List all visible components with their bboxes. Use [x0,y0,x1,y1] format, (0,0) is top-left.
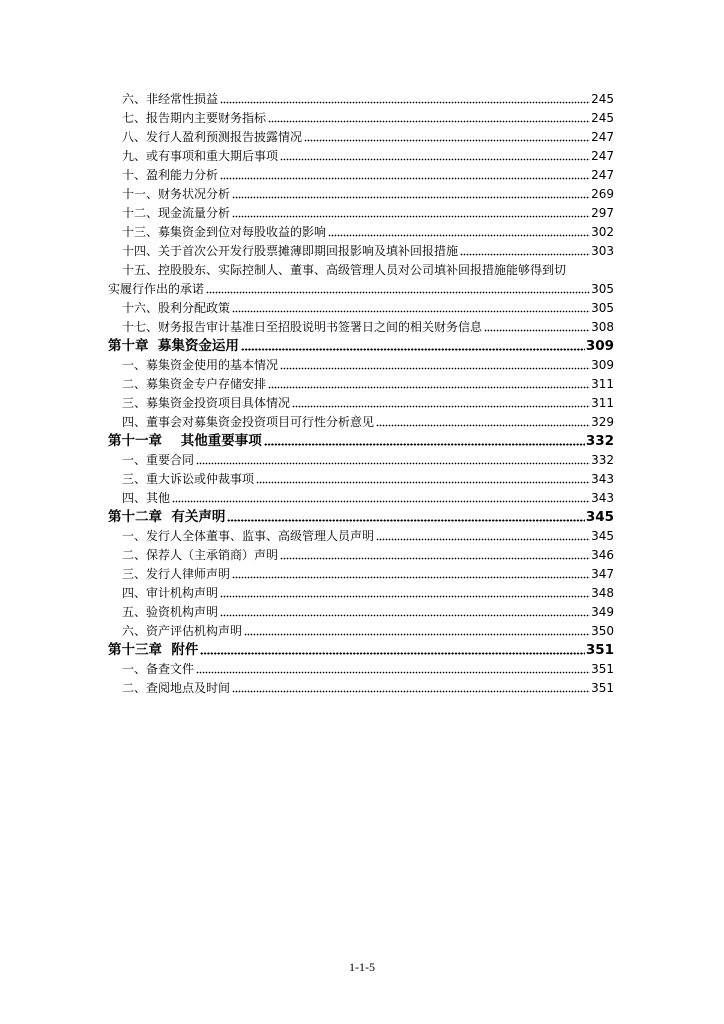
toc-entry[interactable] [108,316,614,335]
toc-entry-page: 309 [591,358,614,372]
toc-leader-dots [196,462,590,465]
toc-leader-dots [256,481,590,484]
toc-leader-dots [232,576,590,579]
toc-leader-dots [232,215,590,218]
toc-chapter[interactable] [108,335,614,354]
toc-entry-page: 349 [591,605,614,619]
toc-chapter[interactable] [108,430,614,449]
toc-entry-title: 一、备查文件 [122,662,195,676]
toc-entry-page: 247 [591,149,614,163]
toc-entry[interactable] [108,582,614,601]
toc-chapter-title: 第十三章 附件 [108,642,199,658]
toc-leader-dots [280,557,590,560]
toc-entry-title: 十、盈利能力分析 [122,168,219,182]
toc-entry-title: 一、重要合同 [122,453,195,467]
toc-entry-page: 343 [591,472,614,486]
toc-entry-page: 311 [591,396,614,410]
toc-entry-page: 247 [591,168,614,182]
toc-entry-title: 七、报告期内主要财务指标 [122,111,267,125]
toc-leader-dots [484,329,590,332]
toc-entry-page: 297 [591,206,614,220]
toc-entry-title: 一、发行人全体董事、监事、高级管理人员声明 [122,529,375,543]
table-of-contents [108,88,614,696]
toc-leader-dots [227,519,584,522]
toc-entry[interactable] [108,297,614,316]
toc-entry-page: 347 [591,567,614,581]
toc-entry[interactable] [108,373,614,392]
toc-leader-dots [460,253,590,256]
toc-entry[interactable] [108,202,614,221]
toc-entry-title: 三、重大诉讼或仲裁事项 [122,472,255,486]
toc-entry-page: 303 [591,244,614,258]
toc-entry-title: 十四、关于首次公开发行股票摊薄即期回报影响及填补回报措施 [122,244,459,258]
toc-entry[interactable] [108,88,614,107]
toc-entry-page: 311 [591,377,614,391]
toc-entry-page: 305 [591,282,614,296]
toc-leader-dots [328,234,590,237]
toc-leader-dots [206,291,590,294]
toc-entry-title: 六、非经常性损益 [122,92,219,106]
toc-entry[interactable] [108,449,614,468]
toc-entry[interactable] [108,221,614,240]
toc-entry-page: 346 [591,548,614,562]
toc-leader-dots [196,671,590,674]
toc-entry-page: 343 [591,491,614,505]
toc-leader-dots [268,120,590,123]
toc-entry-page: 245 [591,92,614,106]
toc-entry[interactable] [108,544,614,563]
toc-entry[interactable] [108,183,614,202]
toc-entry[interactable] [108,107,614,126]
toc-leader-dots [304,139,590,142]
toc-leader-dots [264,443,585,446]
toc-chapter-title: 第十一章 其他重要事项 [108,433,262,449]
toc-entry-page: 302 [591,225,614,239]
toc-leader-dots [172,500,590,503]
toc-entry[interactable] [108,487,614,506]
toc-leader-dots [376,538,590,541]
toc-chapter[interactable] [108,639,614,658]
toc-entry-title: 十七、财务报告审计基准日至招股说明书签署日之间的相关财务信息 [122,320,483,334]
toc-entry[interactable] [108,525,614,544]
toc-entry-title: 十一、财务状况分析 [122,187,231,201]
toc-entry-title: 十三、募集资金到位对每股收益的影响 [122,225,327,239]
toc-chapter-page: 332 [585,433,614,449]
toc-entry-title: 四、审计机构声明 [122,586,219,600]
toc-entry-page: 269 [591,187,614,201]
toc-entry-title: 三、发行人律师声明 [122,567,231,581]
toc-leader-dots [292,405,590,408]
toc-entry-title: 六、资产评估机构声明 [122,624,243,638]
toc-chapter-title: 第十二章 有关声明 [108,509,226,525]
toc-leader-dots [220,614,590,617]
toc-entry-title: 四、其他 [122,491,171,505]
toc-entry[interactable] [108,392,614,411]
page-number: 1-1-5 [349,960,375,974]
toc-entry[interactable] [108,164,614,183]
toc-entry-page: 247 [591,130,614,144]
toc-entry[interactable] [108,658,614,677]
toc-entry-title: 二、查阅地点及时间 [122,681,231,695]
toc-entry-page: 305 [591,301,614,315]
toc-entry-title: 实履行作出的承诺 [108,282,205,296]
toc-entry-page: 245 [591,111,614,125]
toc-entry-page: 348 [591,586,614,600]
toc-entry[interactable] [108,677,614,696]
toc-chapter-page: 351 [585,642,614,658]
toc-leader-dots [268,386,590,389]
toc-leader-dots [241,348,585,351]
toc-leader-dots [220,595,590,598]
toc-entry-title: 三、募集资金投资项目具体情况 [122,396,291,410]
toc-leader-dots [280,158,590,161]
toc-entry-page: 351 [591,681,614,695]
toc-entry[interactable] [108,620,614,639]
toc-entry[interactable] [108,468,614,487]
toc-chapter-page: 309 [585,338,614,354]
toc-chapter-page: 345 [585,509,614,525]
toc-entry-page: 308 [591,320,614,334]
toc-leader-dots [232,196,590,199]
toc-entry-page: 350 [591,624,614,638]
toc-entry-title: 八、发行人盈利预测报告披露情况 [122,130,303,144]
toc-leader-dots [220,101,590,104]
toc-entry-title: 二、保荐人（主承销商）声明 [122,548,279,562]
toc-leader-dots [220,177,590,180]
toc-leader-dots [376,424,590,427]
toc-leader-dots [232,690,590,693]
toc-entry-title: 十五、控股股东、实际控制人、董事、高级管理人员对公司填补回报措施能够得到切 [122,263,567,277]
toc-chapter[interactable] [108,506,614,525]
toc-entry[interactable] [108,145,614,164]
toc-leader-dots [232,310,590,313]
toc-chapter-title: 第十章 募集资金运用 [108,338,239,354]
toc-entry-title: 五、验资机构声明 [122,605,219,619]
toc-entry-page: 351 [591,662,614,676]
toc-entry[interactable] [108,240,614,259]
toc-leader-dots [200,652,584,655]
toc-entry[interactable] [108,563,614,582]
toc-entry-page: 329 [591,415,614,429]
toc-entry-page: 332 [591,453,614,467]
toc-entry-title: 十六、股利分配政策 [122,301,231,315]
toc-entry-title: 一、募集资金使用的基本情况 [122,358,279,372]
toc-entry[interactable] [108,259,614,278]
toc-entry-continuation[interactable] [108,278,614,297]
toc-entry-title: 九、或有事项和重大期后事项 [122,149,279,163]
toc-entry-page: 345 [591,529,614,543]
toc-entry[interactable] [108,126,614,145]
toc-entry-title: 四、董事会对募集资金投资项目可行性分析意见 [122,415,375,429]
toc-entry-title: 十二、现金流量分析 [122,206,231,220]
toc-entry[interactable] [108,601,614,620]
toc-leader-dots [244,633,590,636]
toc-entry-title: 二、募集资金专户存储安排 [122,377,267,391]
toc-entry[interactable] [108,411,614,430]
toc-entry[interactable] [108,354,614,373]
toc-leader-dots [280,367,590,370]
